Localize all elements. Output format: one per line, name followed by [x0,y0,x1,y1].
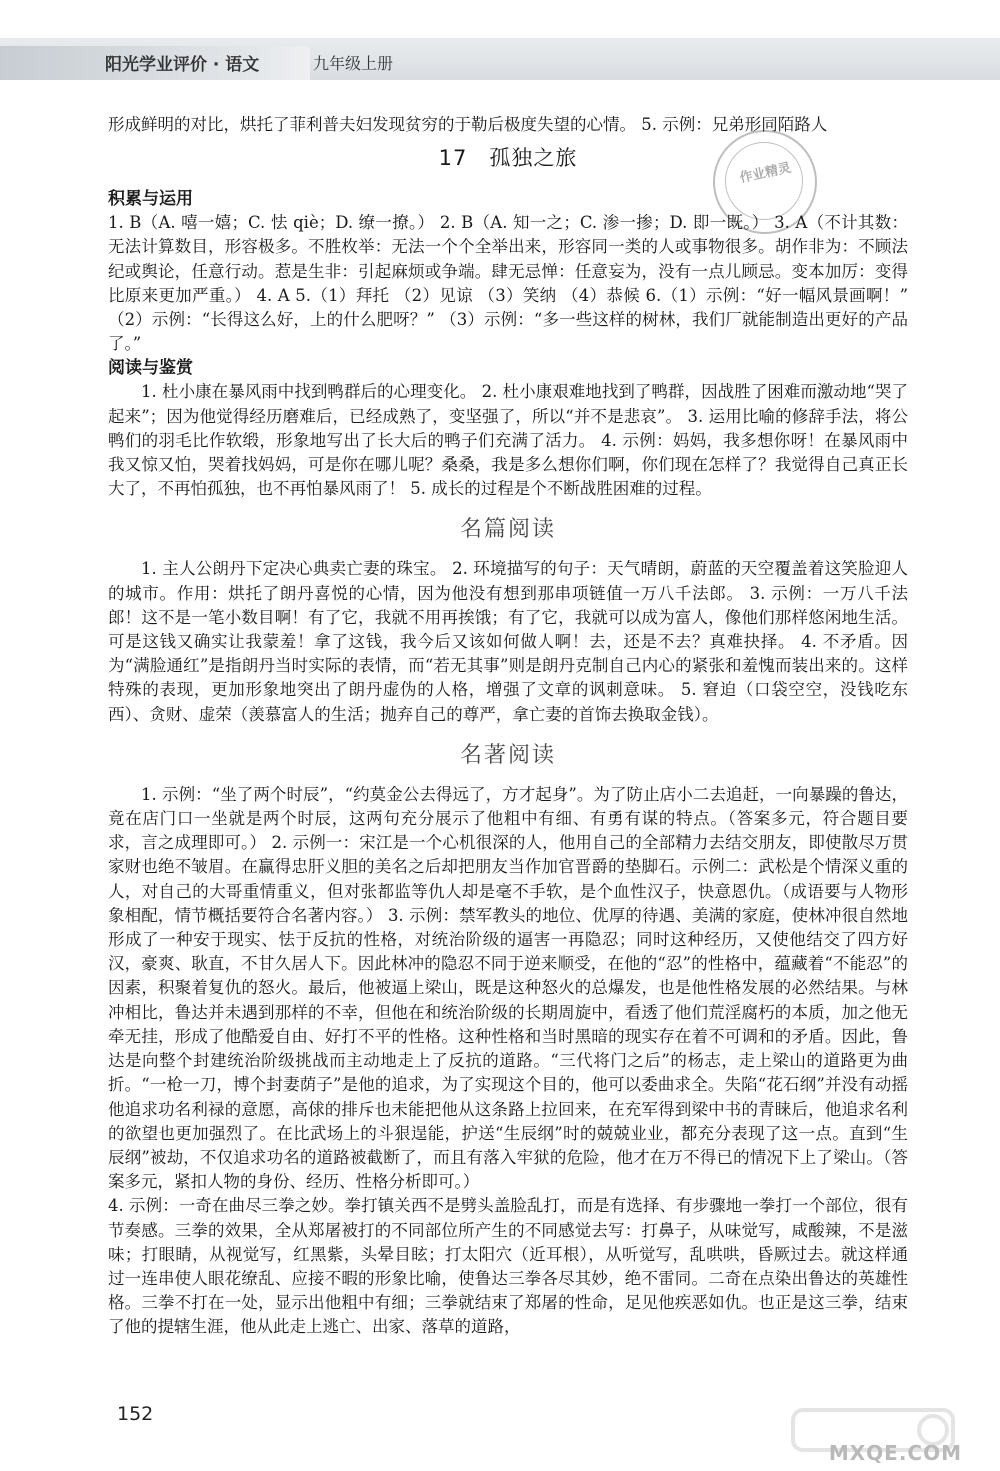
answers-classic-works-q4: 4. 示例：一奇在曲尽三拳之妙。拳打镇关西不是劈头盖脸乱打，而是有选择、有步骤地一拳打一个部位，很有节奏感。三拳的效果，全从郑屠被打的不同部位所产生的不同感觉去写：打鼻子，从味觉写，咸酸辣，不是滋味；打眼睛，从视觉写，红黑紫，头晕目眩；打太阳穴（近耳根），从听觉写，乱哄哄，昏厥过去。就这样通过一连串使人眼花缭乱、应接不暇的形象比喻，使鲁达三拳各尽其妙，绝不雷同。二奇在点染出鲁达的英雄性格。三拳不打在一处，显示出他粗中有细；三拳就结束了郑屠的性命，足见他疾恶如仇。也正是这三拳，结束了他的提辖生涯，他从此走上逃亡、出家、落草的道路， [108,1196,908,1337]
section-heading-accumulation: 积累与运用 [108,189,193,210]
answers-reading: 1. 杜小康在暴风雨中找到鸭群后的心理变化。 2. 杜小康艰难地找到了鸭群，因战胜了困难而激动地“哭了起来”；因为他觉得经历磨难后，已经成熟了，变坚强了，所以“并不是悲哀”。 3. 运用比喻的修辞手法，将公鸭们的羽毛比作软缎，形象地写出了长大后的鸭子们充满了活力。 4. 示例：妈妈，我多想你呀！在暴风雨中我又惊又怕，哭着找妈妈，可是你在哪儿呢？桑桑，我是多么想你们啊，你们现在怎样了？我觉得自己真正长大了，不再怕孤独，也不再怕暴风雨了！ 5. 成长的过程是个不断战胜困难的过程。 [108,382,908,499]
chapter-title: 孤独之旅 [489,146,578,171]
stamp-text: 作业精灵 [738,160,793,187]
watermark-text: MXQE.COM [828,1441,962,1465]
page-number: 152 [117,1403,154,1425]
book-volume-label: 九年级上册 [313,54,394,73]
section-heading-reading: 阅读与鉴赏 [108,358,193,379]
chapter-number: 17 [438,146,468,171]
section-heading-classic-works: 名著阅读 [459,742,556,768]
continued-answer-line: 形成鲜明的对比，烘托了菲利普夫妇发现贫穷的于勒后极度失望的心情。 5. 示例：兄弟形同陌路人 [108,115,828,134]
section-heading-famous-passage: 名篇阅读 [459,517,556,543]
answers-classic-works: 1. 示例：“坐了两个时辰”，“约莫金公去得远了，方才起身”。为了防止店小二去追赶，一向暴躁的鲁达，竟在店门口一坐就是两个时辰，这两句充分展示了他粗中有细、有勇有谋的特点。（答案多元，符合题目要求，言之成理即可。） 2. 示例一：宋江是一个心机很深的人，他用自己的全部精力去结交朋友，即使散尽万贯家财也绝不皱眉。在赢得忠肝义胆的美名之后却把朋友当作加官晋爵的垫脚石。示例二：武松是个情深义重的人，对自己的大哥重情重义，但对张都监等仇人却是毫不手软，是个血性汉子，快意恩仇。（成语要与人物形象相配，情节概括要符合名著内容。） 3. 示例：禁军教头的地位、优厚的待遇、美满的家庭，使林冲很自然地形成了一种安于现实、怯于反抗的性格，对统治阶级的逼害一再隐忍；同时这种经历，又使他结交了四方好汉，豪爽、耿直，不甘久居人下。因此林冲的隐忍不同于逆来顺受，在他的“忍”的性格中，蕴藏着“不能忍”的因素，积聚着复仇的怒火。最后，他被逼上梁山，既是这种怒火的总爆发，也是他性格发展的必然结果。与林冲相比，鲁达并未遇到那样的不幸，但他在和统治阶级的长期周旋中，看透了他们荒淫腐朽的本质，加之他无牵无挂，形成了他酷爱自由、好打不平的性格。这种性格和当时黑暗的现实存在着不可调和的矛盾。因此，鲁达是向整个封建统治阶级挑战而主动地走上了反抗的道路。“三代将门之后”的杨志，走上梁山的道路更为曲折。“一枪一刀，博个封妻荫子”是他的追求，为了实现这个目的，他可以委曲求全。失陷“花石纲”并没有动摇他追求功名利禄的意愿，高俅的排斥也未能把他从这条路上拉回来，在充军得到梁中书的青睐后，他追求名利的欲望也更加强烈了。在比武场上的斗狠逞能，护送“生辰纲”时的兢兢业业，都充分表现了这一点。直到“生辰纲”被劫，不仅追求功名的道路被截断了，而且有落入牢狱的危险，他才在万不得已的情况下上了梁山。（答案多元，紧扣人物的身份、经历、性格分析即可。） [108,784,908,1192]
answers-famous-passage: 1. 主人公朗丹下定决心典卖亡妻的珠宝。 2. 环境描写的句子：天气晴朗，蔚蓝的天空覆盖着这笑脸迎人的城市。作用：烘托了朗丹喜悦的心情，因为他没有想到那串项链值一万八千法郎。 3. 示例：一万八千法郎！这不是一笔小数目啊！有了它，我就不用再挨饿；有了它，我就可以成为富人，像他们那样悠闲地生活。可是这钱又确实让我蒙羞！拿了这钱，我今后又该如何做人啊！去，还是不去？真难抉择。 4. 不矛盾。因为“满脸通红”是指朗丹当时实际的表情，而“若无其事”则是朗丹克制自己内心的紧张和羞愧而装出来的。这样特殊的表现，更加形象地突出了朗丹虚伪的人格，增强了文章的讽刺意味。 5. 窘迫（口袋空空，没钱吃东西）、贪财、虚荣（羡慕富人的生活；抛弃自己的尊严，拿亡妻的首饰去换取金钱）。 [108,559,908,724]
answers-accumulation: 1. B（A. 嘻一嬉；C. 怯 qiè；D. 缭一撩。） 2. B（A. 知一之；C. 渗一掺；D. 即一既。） 3. A（不计其数：无法计算数目，形容极多。不胜枚举：无法一个个全举出来，形容同一类的人或事物很多。胡作非为：不顾法纪或舆论，任意行动。惹是生非：引起麻烦或争端。肆无忌惮：任意妄为，没有一点儿顾忌。变本加厉：变得比原来更加严重。） 4. A 5.（1）拜托 （2）见谅 （3）笑纳 （4）恭候 6.（1）示例：“好一幅风景画啊！” （2）示例：“长得这么好，上的什么肥呀？” （3）示例：“多一些这样的树林，我们厂就能制造出更好的产品了。” [108,213,908,354]
chapter-heading [108,143,908,173]
page-content [108,113,908,1340]
book-series-title: 阳光学业评价 · 语文 [105,55,260,75]
